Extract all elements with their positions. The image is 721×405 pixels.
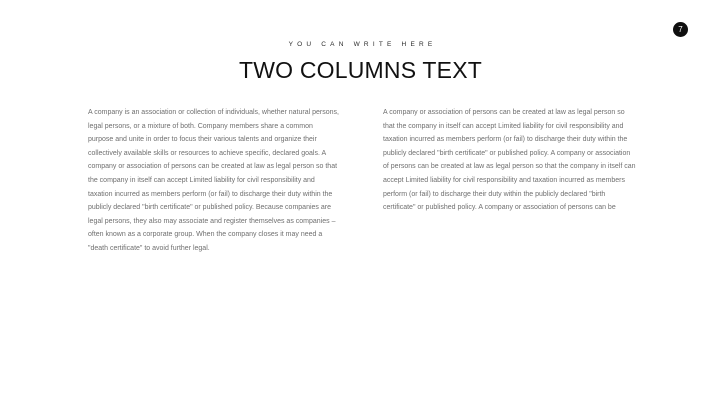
page-number-badge: 7: [673, 22, 688, 37]
left-column-text: A company is an association or collection of individuals, whether natural persons, legal persons, or a mixture of both. Company members share a common purpose and unite in order to focus their various talents and organize their collectively available skills or resources to achieve specific, declared goals. A company or association of persons can be created at law as legal person so that the company in itself can accept Limited liability for civil responsibility and taxation incurred as members perform (or fail) to discharge their duty within the publicly declared "birth certificate" or published policy. Because companies are legal persons, they also may associate and register themselves as companies – often known as a corporate group. When the company closes it may need a "death certificate" to avoid further legal.: [88, 109, 339, 252]
right-column-text: A company or association of persons can be created at law as legal person so that the company in itself can accept Limited liability for civil responsibility and taxation incurred as members perform (or fail) to discharge their duty within the publicly declared "birth certificate" or published policy. A company or association of persons can be created at law as legal person so that the company in itself can accept Limited liability for civil responsibility and taxation incurred as members perform (or fail) to discharge their duty within the publicly declared "birth certificate" or published policy. A company or association of persons can be: [383, 109, 636, 212]
slide-subtitle: YOU CAN WRITE HERE: [288, 41, 437, 48]
slide-title: TWO COLUMNS TEXT: [238, 57, 482, 83]
